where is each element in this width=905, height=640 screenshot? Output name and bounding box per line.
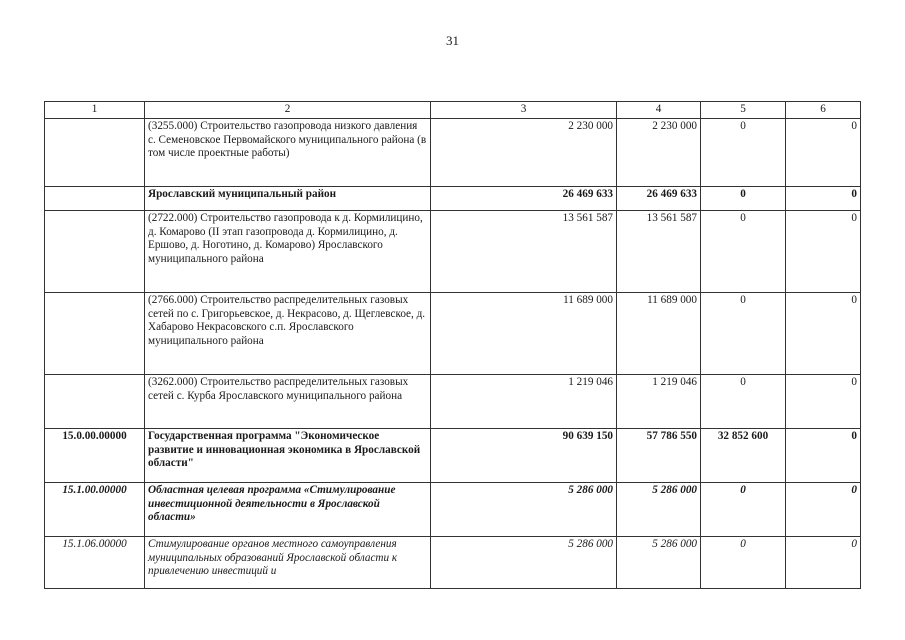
row-col4: 26 469 633: [617, 187, 701, 211]
budget-table: [44, 101, 861, 589]
row-name: (3255.000) Строительство газопровода низкого давления с. Семеновское Первомайского муниципального района (в том числе проектные работы): [145, 119, 431, 187]
row-col6: 0: [786, 375, 861, 429]
table-row: [45, 537, 861, 589]
row-col6: 0: [786, 211, 861, 293]
row-name: Стимулирование органов местного самоуправления муниципальных образований Ярославской области к привлечению инвестиций и: [145, 537, 431, 589]
row-name: Областная целевая программа «Стимулирование инвестиционной деятельности в Ярославской области»: [145, 483, 431, 537]
row-col5: 0: [701, 119, 786, 187]
column-header-3: 3: [431, 102, 617, 119]
row-total: 2 230 000: [431, 119, 617, 187]
table-row: [45, 211, 861, 293]
row-col5: 0: [701, 293, 786, 375]
table-row: [45, 375, 861, 429]
row-code: 15.1.06.00000: [45, 537, 145, 589]
row-name: Ярославский муниципальный район: [145, 187, 431, 211]
row-total: 1 219 046: [431, 375, 617, 429]
row-code: 15.0.00.00000: [45, 429, 145, 483]
row-total: 11 689 000: [431, 293, 617, 375]
table-row: [45, 483, 861, 537]
row-col6: 0: [786, 293, 861, 375]
row-code: [45, 211, 145, 293]
row-col4: 57 786 550: [617, 429, 701, 483]
row-col6: 0: [786, 537, 861, 589]
row-col4: 13 561 587: [617, 211, 701, 293]
row-col5: 32 852 600: [701, 429, 786, 483]
row-col4: 11 689 000: [617, 293, 701, 375]
row-col4: 5 286 000: [617, 483, 701, 537]
row-col6: 0: [786, 483, 861, 537]
table-row: [45, 187, 861, 211]
row-code: [45, 119, 145, 187]
row-name: (2722.000) Строительство газопровода к д. Кормилицино, д. Комарово (II этап газопровода д. Кормилицино, д. Ершово, д. Ноготино, д. Комарово) Ярославского муниципального района: [145, 211, 431, 293]
row-name: Государственная программа "Экономическое развитие и инновационная экономика в Ярославской области": [145, 429, 431, 483]
column-header-4: 4: [617, 102, 701, 119]
row-total: 90 639 150: [431, 429, 617, 483]
row-col5: 0: [701, 211, 786, 293]
row-code: [45, 293, 145, 375]
row-total: 5 286 000: [431, 537, 617, 589]
row-col5: 0: [701, 537, 786, 589]
column-header-6: 6: [786, 102, 861, 119]
row-col4: 1 219 046: [617, 375, 701, 429]
row-total: 26 469 633: [431, 187, 617, 211]
column-header-2: 2: [145, 102, 431, 119]
row-code: [45, 187, 145, 211]
row-code: [45, 375, 145, 429]
row-col5: 0: [701, 375, 786, 429]
column-header-5: 5: [701, 102, 786, 119]
table-row: [45, 119, 861, 187]
row-col6: 0: [786, 187, 861, 211]
table-header-row: [45, 102, 861, 119]
row-col5: 0: [701, 483, 786, 537]
row-col4: 2 230 000: [617, 119, 701, 187]
page-number: 31: [446, 33, 459, 48]
row-col4: 5 286 000: [617, 537, 701, 589]
row-total: 13 561 587: [431, 211, 617, 293]
row-code: 15.1.00.00000: [45, 483, 145, 537]
row-col6: 0: [786, 119, 861, 187]
row-name: (2766.000) Строительство распределительных газовых сетей по с. Григорьевское, д. Некрасово, д. Щеглевское, д. Хабарово Некрасовского с.п. Ярославского муниципального района: [145, 293, 431, 375]
column-header-1: 1: [45, 102, 145, 119]
table-row: [45, 293, 861, 375]
row-name: (3262.000) Строительство распределительных газовых сетей с. Курба Ярославского муниципального района: [145, 375, 431, 429]
table-row: [45, 429, 861, 483]
row-col5: 0: [701, 187, 786, 211]
row-total: 5 286 000: [431, 483, 617, 537]
row-col6: 0: [786, 429, 861, 483]
